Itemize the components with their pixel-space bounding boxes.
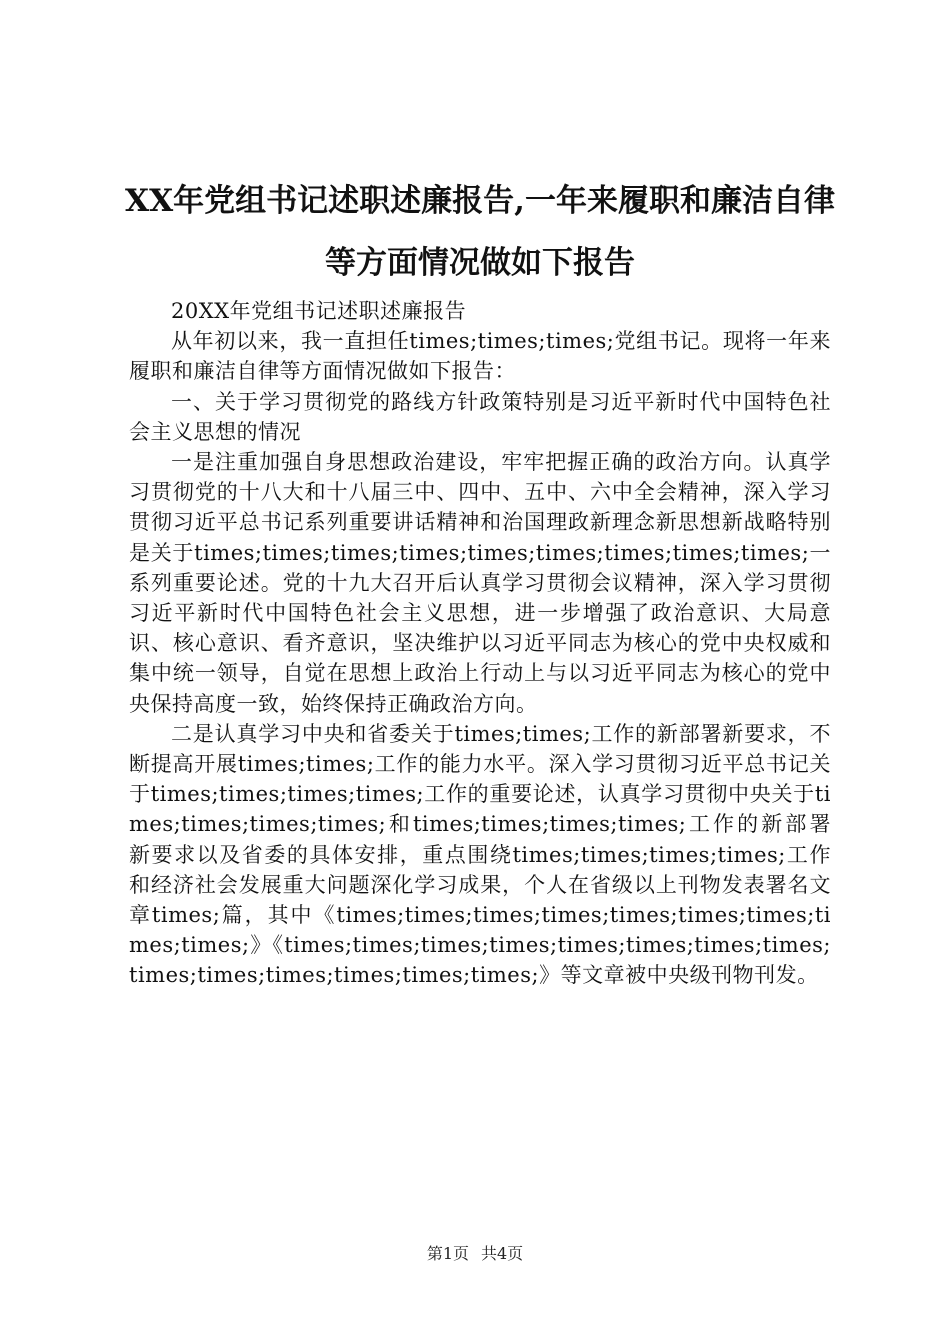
paragraph-intro: 从年初以来，我一直担任times;times;times;党组书记。现将一年来履职和廉洁自律等方面情况做如下报告： — [129, 329, 831, 384]
section-heading-1: 一、关于学习贯彻党的路线方针政策特别是习近平新时代中国特色社会主义思想的情况 — [129, 389, 831, 444]
page-total: 共4页 — [481, 1244, 524, 1263]
page-number: 第1页 — [426, 1244, 469, 1263]
paragraph-subtitle: 20XX年党组书记述职述廉报告 — [171, 299, 467, 323]
document-body — [129, 296, 831, 991]
paragraph-point-1: 一是注重加强自身思想政治建设，牢牢把握正确的政治方向。认真学习贯彻党的十八大和十八届三中、四中、五中、六中全会精神，深入学习贯彻习近平总书记系列重要讲话精神和治国理政新理念新思想新战略特别是关于times;times;times;times;times;times;times;times;times;一系列重要论述。党的十九大召开后认真学习贯彻会议精神，深入学习贯彻习近平新时代中国特色社会主义思想，进一步增强了政治意识、大局意识、核心意识、看齐意识，坚决维护以习近平同志为核心的党中央权威和集中统一领导，自觉在思想上政治上行动上与以习近平同志为核心的党中央保持高度一致，始终保持正确政治方向。 — [129, 450, 831, 716]
paragraph-point-2: 二是认真学习中央和省委关于times;times;工作的新部署新要求，不断提高开展times;times;工作的能力水平。深入学习贯彻习近平总书记关于times;times;times;times;工作的重要论述，认真学习贯彻中央关于times;times;times;times;和times;times;times;times;工作的新部署新要求以及省委的具体安排，重点围绕times;times;times;times;工作和经济社会发展重大问题深化学习成果，个人在省级以上刊物发表署名文章times;篇，其中《times;times;times;times;times;times;times;times;times;》《times;times;times;times;times;times;times;times;times;times;times;times;times;times;》等文章被中央级刊物刊发。 — [129, 721, 831, 988]
page-footer — [0, 1243, 950, 1265]
document-title: XX年党组书记述职述廉报告,一年来履职和廉洁自律等方面情况做如下报告 — [125, 183, 835, 281]
